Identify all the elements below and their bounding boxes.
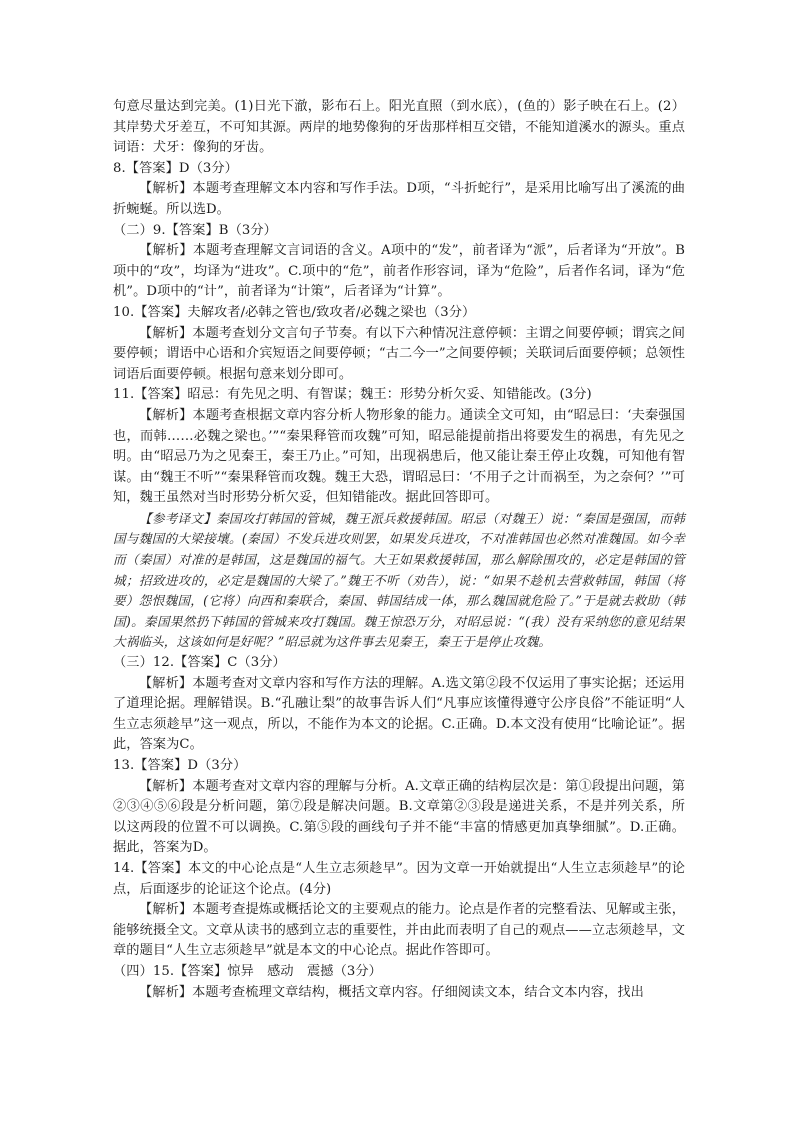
analysis-paragraph: 【解析】本题考查理解文本内容和写作手法。D项，“斗折蛇行”，是采用比喻写出了溪流的曲折蜿蜒。所以选D。	[113, 181, 685, 217]
analysis-paragraph: 【解析】本题考查梳理文章结构，概括文章内容。仔细阅读文本，结合文本内容，找出	[139, 984, 644, 1000]
analysis-paragraph: 【解析】本题考查理解文言词语的含义。A项中的“发”，前者译为“派”，后者译为“开放”。B项中的“攻”，均译为“进攻”。C.项中的“危”，前者作形容词，译为“危险”，后者作名词，译为“危机”。D项中的“计”，前者译为“计策”，后者译为“计算”。	[113, 243, 685, 300]
answer-heading: 10.【答案】夫解攻者/必韩之管也/致攻者/必魏之梁也（3分）	[113, 304, 476, 320]
text-paragraph: 句意尽量达到完美。(1)日光下澈，影布石上。阳光直照（到水底），(鱼的）影子映在石上。(2）其岸势犬牙差互，不可知其源。两岸的地势像狗的牙齿那样相互交错，不能知道溪水的源头。重点词语：犬牙：像狗的牙齿。	[113, 99, 685, 156]
answer-heading: 14.【答案】本文的中心论点是“人生立志须趁早”。因为文章一开始就提出“人生立志须趁早”的论点，后面逐步的论证这个论点。(4分)	[113, 860, 685, 897]
analysis-paragraph: 【解析】本题考查根据文章内容分析人物形象的能力。通读全文可知，由“昭忌曰：‘夫秦强国也，而韩……必魏之梁也。’”“秦果释管而攻魏”可知，昭忌能提前指出将要发生的祸患，有先见之明。由“昭忌乃为之见秦王，秦王乃止。”可知，出现祸患后，他又能让秦王停止攻魏，可知他有智谋。由“魏王不听”“秦果释管而攻魏。魏王大恐，谓昭忌曰：‘不用子之计而祸至，为之奈何？’”可知，魏王虽然对当时形势分析欠妥，但知错能改。据此回答即可。	[113, 407, 685, 506]
analysis-paragraph: 【解析】本题考查对文章内容和写作方法的理解。A.选文第②段不仅运用了事实论据；还运用了道理论据。理解错误。B.“孔融让梨”的故事告诉人们“凡事应该懂得遵守公序良俗”不能证明“人生立志须趁早”这一观点，所以，不能作为本文的论据。C.正确。D.本文没有使用“比喻论证”。据此，答案为C。	[113, 675, 685, 753]
answer-heading: （二）9.【答案】B（3分）	[113, 222, 277, 238]
answer-heading: 11.【答案】昭忌：有先见之明、有智谋；魏王：形势分析欠妥、知错能改。(3分)	[113, 387, 592, 403]
analysis-paragraph: 【解析】本题考查划分文言句子节奏。有以下六种情况注意停顿：主谓之间要停顿；谓宾之间要停顿；谓语中心语和介宾短语之间要停顿；“古二今一”之间要停顿；关联词后面要停顿；总领性词语后面要停顿。根据句意来划分即可。	[113, 325, 685, 382]
answer-heading: （三）12.【答案】C（3分）	[113, 655, 286, 671]
reference-translation: 【参考译文】秦国攻打韩国的管城，魏王派兵救援韩国。昭忌（对魏王）说：“秦国是强国，而韩国与魏国的大梁接壤。(秦国）不发兵进攻则罢，如果发兵进攻，不对准韩国也必然对准魏国。如今幸而（秦国）对准的是韩国，这是魏国的福气。大王如果救援韩国，那么解除围攻的，必定是韩国的管城；招致进攻的，必定是魏国的大梁了。”魏王不听（劝告），说：“如果不趁机去营救韩国，韩国（将要）怨恨魏国，(它将）向西和秦联合，秦国、韩国结成一体，那么魏国就危险了。”于是就去救助（韩国)。秦国果然扔下韩国的管城来攻打魏国。魏王惊恐万分，对昭忌说：“(我）没有采纳您的意见结果大祸临头，这该如何是好呢？”昭忌就为这件事去见秦王，秦王于是停止攻魏。	[113, 510, 685, 650]
answer-heading: 13.【答案】D（3分）	[113, 758, 247, 773]
analysis-paragraph: 【解析】本题考查对文章内容的理解与分析。A.文章正确的结构层次是：第①段提出问题，第②③④⑤⑥段是分析问题，第⑦段是解决问题。B.文章第②③段是递进关系，不是并列关系，所以这两段的位置不可以调换。C.第⑤段的画线句子并不能“丰富的情感更加真挚细腻”。D.正确。据此，答案为D。	[113, 778, 685, 856]
answer-document	[113, 97, 685, 1003]
answer-heading: 8.【答案】D（3分）	[113, 160, 238, 176]
analysis-paragraph: 【解析】本题考查提炼或概括论文的主要观点的能力。论点是作者的完整看法、见解或主张，能够统摄全文。文章从读书的感到立志的重要性，并由此而表明了自己的观点——立志须趁早，文章的题目“人生立志须趁早”就是本文的中心论点。据此作答即可。	[113, 902, 685, 959]
answer-heading: （四）15.【答案】惊异 感动 震撼（3分）	[113, 963, 382, 979]
